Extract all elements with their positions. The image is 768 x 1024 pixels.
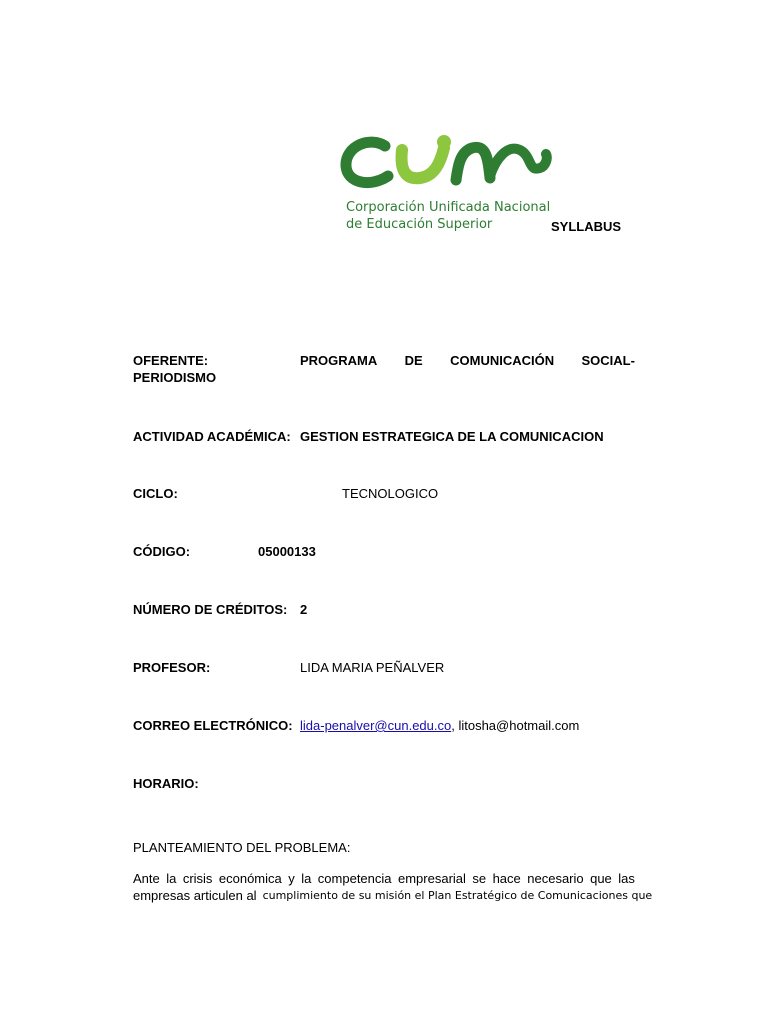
creditos-value: 2 xyxy=(300,602,308,617)
email-link[interactable]: lida-penalver@cun.edu.co xyxy=(300,718,452,733)
field-oferente xyxy=(133,352,635,386)
paragraph-word: económica xyxy=(218,871,282,886)
oferente-word: PROGRAMA xyxy=(300,353,378,368)
paragraph-word: que xyxy=(590,871,612,886)
oferente-word: SOCIAL- xyxy=(581,353,635,368)
profesor-value: LIDA MARIA PEÑALVER xyxy=(300,660,445,675)
paragraph-word: crisis xyxy=(182,871,213,886)
cun-logo xyxy=(340,128,560,238)
actividad-value: GESTION ESTRATEGICA DE LA COMUNICACION xyxy=(300,429,604,444)
paragraph-word: hace xyxy=(492,871,521,886)
oferente-label: OFERENTE: xyxy=(133,353,209,368)
profesor-label: PROFESOR: xyxy=(133,660,211,675)
paragraph-word: la xyxy=(166,871,177,886)
paragraph-word: necesario xyxy=(527,871,584,886)
paragraph-word: Ante xyxy=(133,871,160,886)
email-secondary: , litosha@hotmail.com xyxy=(451,718,580,733)
paragraph-word: la xyxy=(301,871,312,886)
logo-line-2: de Educación Superior xyxy=(346,217,493,232)
horario-label: HORARIO: xyxy=(133,776,199,791)
paragraph-word: empresarial xyxy=(397,871,466,886)
oferente-value-line2: PERIODISMO xyxy=(133,370,217,385)
paragraph-line-2 xyxy=(133,887,653,904)
logo-line-1: Corporación Unificada Nacional xyxy=(346,200,551,215)
paragraph-line-1 xyxy=(133,870,635,887)
actividad-label: ACTIVIDAD ACADÉMICA: xyxy=(133,429,291,444)
codigo-label: CÓDIGO: xyxy=(133,544,191,559)
correo-label: CORREO ELECTRÓNICO: xyxy=(133,718,293,733)
paragraph-word: y xyxy=(288,871,295,886)
oferente-word: DE xyxy=(404,353,423,368)
planteamiento-heading: PLANTEAMIENTO DEL PROBLEMA: xyxy=(133,840,351,855)
paragraph-word: se xyxy=(472,871,487,886)
creditos-label: NÚMERO DE CRÉDITOS: xyxy=(133,602,288,617)
paragraph-line-2-end: cumplimiento de su misión el Plan Estratégico de Comunicaciones que xyxy=(262,889,653,902)
paragraph-word: competencia xyxy=(317,871,392,886)
paragraph-line-2-start: empresas articulen al xyxy=(133,888,257,903)
oferente-value-line1 xyxy=(300,352,635,369)
ciclo-label: CICLO: xyxy=(133,486,178,501)
codigo-value: 05000133 xyxy=(258,544,316,559)
correo-value xyxy=(300,717,579,734)
cun-logo-mark xyxy=(340,128,560,198)
planteamiento-paragraph xyxy=(133,870,653,904)
paragraph-word: las xyxy=(618,871,635,886)
oferente-word: COMUNICACIÓN xyxy=(450,353,555,368)
ciclo-value: TECNOLOGICO xyxy=(342,486,439,501)
syllabus-heading: SYLLABUS xyxy=(551,219,622,234)
